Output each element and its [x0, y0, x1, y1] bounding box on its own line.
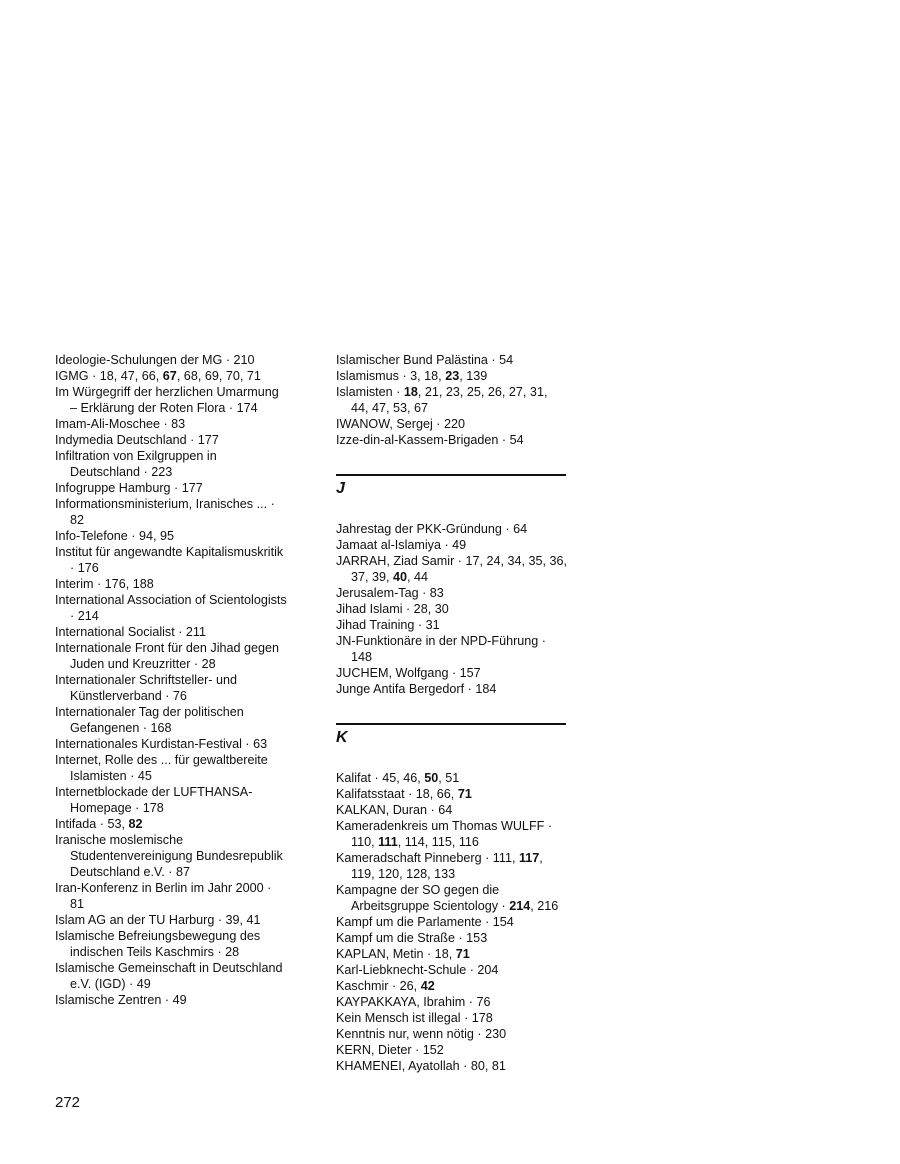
index-entry: KHAMENEI, Ayatollah · 80, 81	[336, 1059, 506, 1073]
index-entry: Internationales Kurdistan-Festival · 63	[55, 737, 268, 751]
index-entry: Izze-din-al-Kassem-Brigaden · 54	[336, 433, 524, 447]
index-entry: Jahrestag der PKK-Gründung · 64	[336, 522, 528, 536]
index-entry: Infogruppe Hamburg · 177	[55, 481, 203, 495]
index-group-k	[336, 770, 568, 1074]
index-entry: Islamisten · 18, 21, 23, 25, 26, 27, 31, 44, 47, 53, 67	[336, 385, 548, 415]
index-entry: Iran-Konferenz in Berlin im Jahr 2000 · 81	[55, 881, 272, 911]
index-column-right	[336, 352, 568, 1074]
index-entry: KAYPAKKAYA, Ibrahim · 76	[336, 995, 491, 1009]
index-entry: Internationaler Schriftsteller- und Künstlerverband · 76	[55, 673, 238, 703]
index-entry: Jihad Training · 31	[336, 618, 440, 632]
index-entry: JN-Funktionäre in der NPD-Führung · 148	[336, 634, 546, 664]
index-entry: Jerusalem-Tag · 83	[336, 586, 444, 600]
index-entry: KERN, Dieter · 152	[336, 1043, 444, 1057]
section-heading-k: K	[336, 723, 566, 753]
section-heading-j: J	[336, 474, 566, 504]
index-entry: KALKAN, Duran · 64	[336, 803, 453, 817]
index-entry: KAPLAN, Metin · 18, 71	[336, 947, 470, 961]
index-entry: Kalifat · 45, 46, 50, 51	[336, 771, 460, 785]
index-entry: Internationaler Tag der politischen Gefangenen · 168	[55, 705, 244, 735]
index-entry: Kameradschaft Pinneberg · 111, 117, 119, 120, 128, 133	[336, 851, 543, 881]
index-entry: Info-Telefone · 94, 95	[55, 529, 175, 543]
index-entry: International Socialist · 211	[55, 625, 206, 639]
index-entry: Jamaat al-Islamiya · 49	[336, 538, 467, 552]
index-group-j	[336, 521, 568, 697]
index-entry: Indymedia Deutschland · 177	[55, 433, 219, 447]
index-group-i-continued	[336, 352, 568, 448]
index-entry: Kampf um die Parlamente · 154	[336, 915, 514, 929]
index-entry: Interim · 176, 188	[55, 577, 154, 591]
index-entry: Internet, Rolle des ... für gewaltbereite Islamisten · 45	[55, 753, 268, 783]
index-entry: Islamismus · 3, 18, 23, 139	[336, 369, 488, 383]
index-entry: Karl-Liebknecht-Schule · 204	[336, 963, 499, 977]
index-entry: Kein Mensch ist illegal · 178	[336, 1011, 493, 1025]
index-entry: Islamische Gemeinschaft in Deutschland e.V. (IGD) · 49	[55, 961, 283, 991]
index-entry: International Association of Scientologists · 214	[55, 593, 287, 623]
index-entry: Im Würgegriff der herzlichen Umarmung – Erklärung der Roten Flora · 174	[55, 385, 279, 415]
index-entry: Islamische Befreiungsbewegung des indischen Teils Kaschmirs · 28	[55, 929, 261, 959]
index-entry: Institut für angewandte Kapitalismuskritik · 176	[55, 545, 284, 575]
index-entry: Iranische moslemische Studentenvereinigung Bundesrepublik Deutschland e.V. · 87	[55, 833, 283, 879]
index-entry: Jihad Islami · 28, 30	[336, 602, 449, 616]
index-entry: Islamischer Bund Palästina · 54	[336, 353, 514, 367]
page-number: 272	[55, 1094, 81, 1111]
index-entry: Internetblockade der LUFTHANSA-Homepage · 178	[55, 785, 253, 815]
index-entry: Internationale Front für den Jihad gegen Juden und Kreuzritter · 28	[55, 641, 280, 671]
index-entry: Islamische Zentren · 49	[55, 993, 187, 1007]
index-entry: IGMG · 18, 47, 66, 67, 68, 69, 70, 71	[55, 369, 261, 383]
index-column-left	[55, 352, 287, 1008]
index-entry: Kameradenkreis um Thomas WULFF · 110, 111, 114, 115, 116	[336, 819, 553, 849]
index-entry: Kaschmir · 26, 42	[336, 979, 435, 993]
index-entry: Kenntnis nur, wenn nötig · 230	[336, 1027, 507, 1041]
index-entry: JUCHEM, Wolfgang · 157	[336, 666, 481, 680]
index-entry: Intifada · 53, 82	[55, 817, 143, 831]
index-entry: Imam-Ali-Moschee · 83	[55, 417, 186, 431]
index-entry: Junge Antifa Bergedorf · 184	[336, 682, 497, 696]
index-entry: JARRAH, Ziad Samir · 17, 24, 34, 35, 36, 37, 39, 40, 44	[336, 554, 567, 584]
index-entry: Islam AG an der TU Harburg · 39, 41	[55, 913, 261, 927]
index-entry: Ideologie-Schulungen der MG · 210	[55, 353, 255, 367]
index-entry: Informationsministerium, Iranisches ... · 82	[55, 497, 275, 527]
index-entry: Infiltration von Exilgruppen in Deutschland · 223	[55, 449, 217, 479]
index-entry: Kalifatsstaat · 18, 66, 71	[336, 787, 472, 801]
index-entry: Kampagne der SO gegen die Arbeitsgruppe Scientology · 214, 216	[336, 883, 559, 913]
index-entry: IWANOW, Sergej · 220	[336, 417, 466, 431]
index-entry: Kampf um die Straße · 153	[336, 931, 488, 945]
